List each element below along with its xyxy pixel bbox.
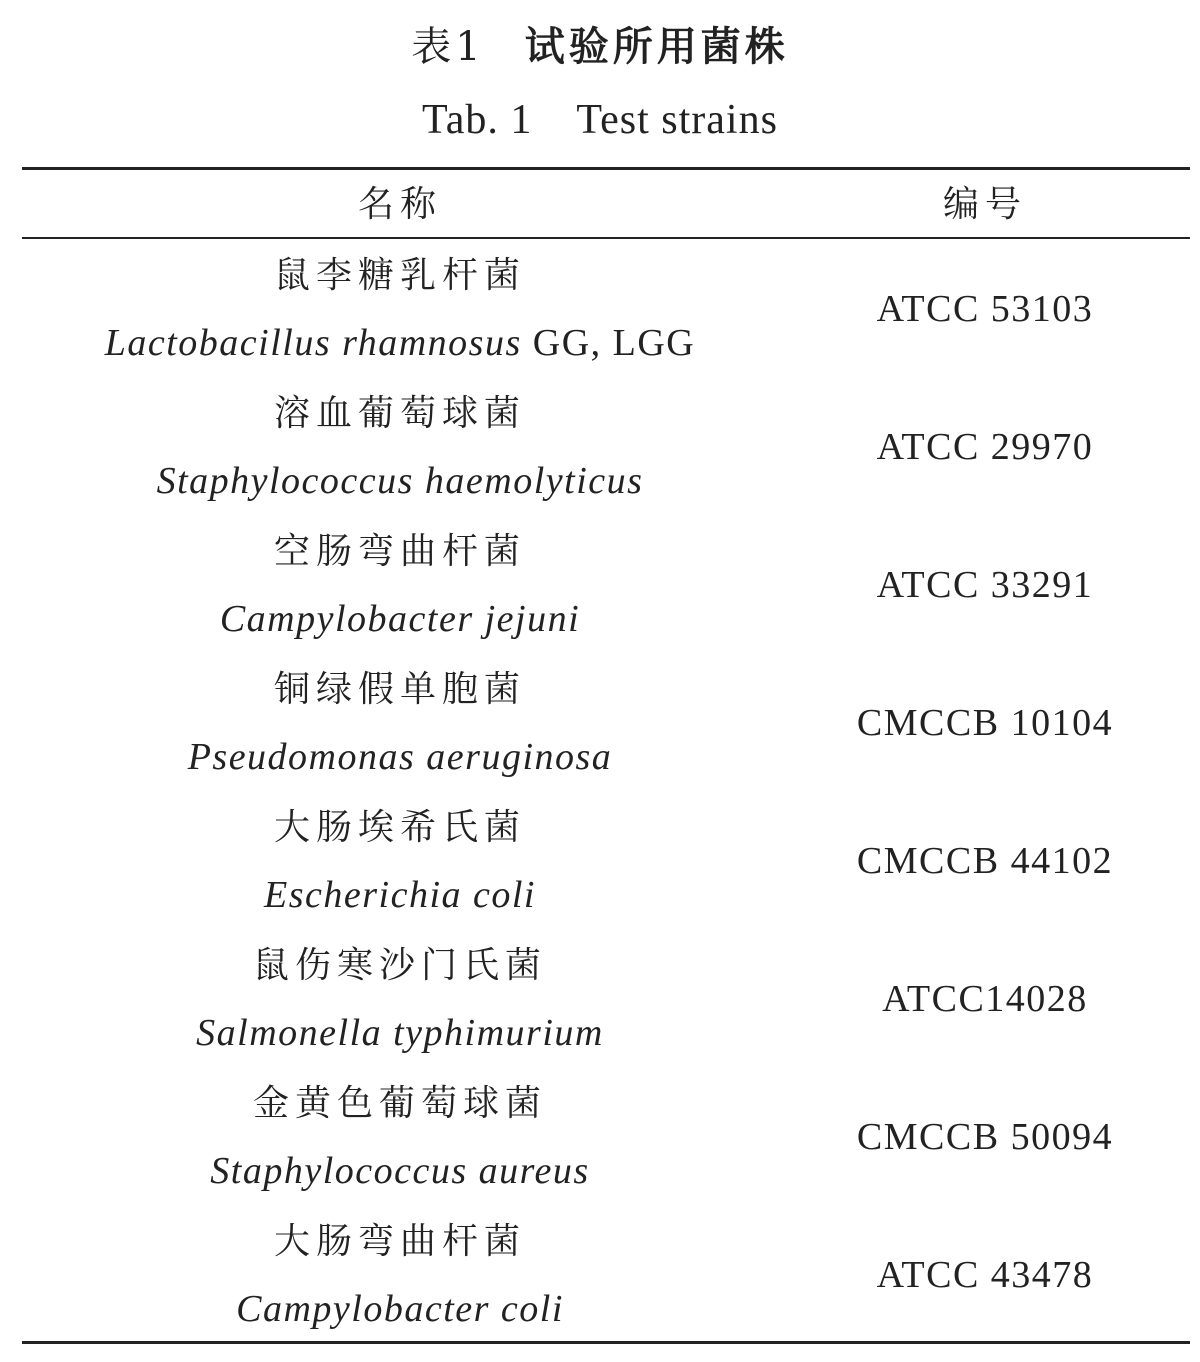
table-caption-english: Test strains xyxy=(576,97,778,143)
strain-name-chinese: 鼠伤寒沙门氏菌 xyxy=(252,945,547,986)
strain-latin-italic: Campylobacter jejuni xyxy=(219,598,581,640)
strain-latin-suffix: GG, LGG xyxy=(521,322,696,364)
strain-name-chinese: 鼠李糖乳杆菌 xyxy=(273,255,526,296)
strain-name-latin xyxy=(22,734,778,780)
table-row xyxy=(22,240,1190,378)
table-row xyxy=(22,1068,1190,1206)
strain-latin-italic: Pseudomonas aeruginosa xyxy=(187,736,613,778)
table-row xyxy=(22,792,1190,930)
table-top-rule xyxy=(22,167,1190,170)
strain-code: CMCCB 10104 xyxy=(856,702,1114,744)
table-row xyxy=(22,516,1190,654)
table-bottom-rule xyxy=(22,1341,1190,1344)
table-number-chinese: 表1 xyxy=(411,24,485,70)
table-header-rule xyxy=(22,237,1190,239)
strain-name-latin xyxy=(22,458,778,504)
table-row xyxy=(22,1206,1190,1344)
strain-code: ATCC14028 xyxy=(882,978,1088,1020)
table-title-chinese xyxy=(0,22,1200,72)
table-row xyxy=(22,654,1190,792)
header-name: 名称 xyxy=(357,184,442,225)
strain-latin-italic: Escherichia coli xyxy=(264,874,536,916)
strain-name-chinese: 空肠弯曲杆菌 xyxy=(273,531,526,572)
table-row xyxy=(22,930,1190,1068)
strain-name-latin xyxy=(22,1286,778,1332)
strain-code: ATCC 53103 xyxy=(876,288,1094,330)
strain-latin-italic: Salmonella typhimurium xyxy=(196,1012,604,1054)
strain-latin-italic: Staphylococcus aureus xyxy=(210,1150,590,1192)
strain-name-chinese: 金黄色葡萄球菌 xyxy=(252,1083,547,1124)
table-title-english xyxy=(0,94,1200,146)
strain-code: CMCCB 44102 xyxy=(856,840,1114,882)
strain-name-chinese: 铜绿假单胞菌 xyxy=(273,669,526,710)
strain-code: ATCC 43478 xyxy=(876,1254,1094,1296)
strain-latin-italic: Campylobacter coli xyxy=(236,1288,564,1330)
strain-code: ATCC 29970 xyxy=(876,426,1094,468)
strain-code: ATCC 33291 xyxy=(876,564,1094,606)
strain-name-chinese: 大肠埃希氏菌 xyxy=(273,807,526,848)
strain-latin-italic: Lactobacillus rhamnosus xyxy=(104,322,522,364)
table-number-english: Tab. 1 xyxy=(422,97,533,143)
strain-code: CMCCB 50094 xyxy=(856,1116,1114,1158)
header-code: 编号 xyxy=(942,184,1027,225)
strain-name-latin xyxy=(22,872,778,918)
strain-name-latin xyxy=(22,1148,778,1194)
strain-name-latin xyxy=(22,320,778,366)
strain-name-latin xyxy=(22,596,778,642)
strain-name-latin xyxy=(22,1010,778,1056)
table-caption-chinese: 试验所用菌株 xyxy=(524,24,789,70)
strain-latin-italic: Staphylococcus haemolyticus xyxy=(156,460,644,502)
strain-name-chinese: 溶血葡萄球菌 xyxy=(273,393,526,434)
table-row xyxy=(22,378,1190,516)
strain-name-chinese: 大肠弯曲杆菌 xyxy=(273,1221,526,1262)
